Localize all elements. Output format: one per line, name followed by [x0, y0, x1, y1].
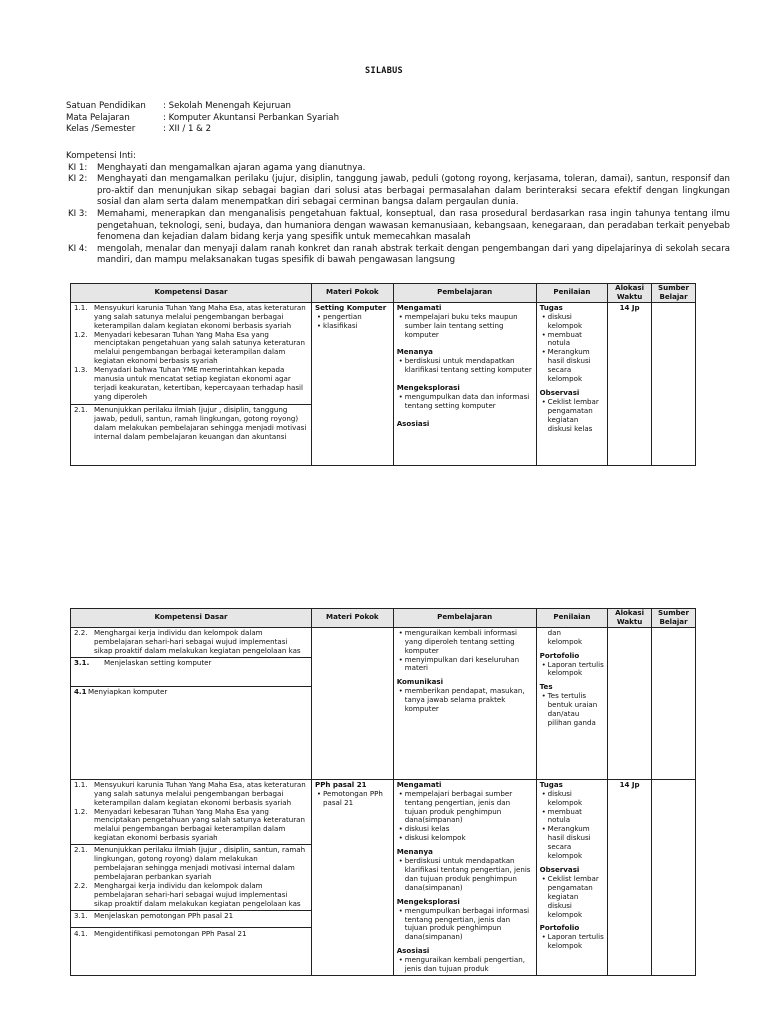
- section-heading: Mengeksplorasi: [396, 383, 460, 393]
- list-item-text: diskusi kelompok: [547, 311, 583, 330]
- list-item-text: klasifikasi: [323, 320, 358, 330]
- activity-list: [397, 687, 533, 714]
- ki-item: [66, 244, 730, 267]
- identity-value: : Sekolah Menengah Kejuruan: [163, 101, 291, 111]
- assessment-list: [540, 875, 604, 920]
- section-heading: Tes: [539, 682, 553, 692]
- list-item-text: memberikan pendapat, masukan, tanya jawab selama praktek komputer: [404, 686, 525, 714]
- list-item: • diskusi kelompok: [540, 790, 604, 808]
- list-item: • Tes tertulis bentuk uraian dan/atau pilihan ganda: [540, 692, 604, 728]
- kd-item: [74, 366, 308, 402]
- document-title: SILABUS: [365, 66, 403, 76]
- activity-list: [397, 357, 533, 375]
- kd-group: [71, 911, 311, 928]
- list-item: • membuat notula: [540, 808, 604, 826]
- ki-text: Menghayati dan mengamalkan ajaran agama yang dianutnya.: [97, 162, 366, 173]
- list-item: • menyimpulkan dari keseluruhan materi: [397, 656, 533, 674]
- header-alokasi-waktu: Alokasi Waktu: [608, 609, 652, 628]
- list-item: • menguraikan kembali informasi yang diperoleh tentang setting komputer: [397, 629, 533, 656]
- section-heading: Portofolio: [539, 923, 580, 933]
- syllabus-table-2: [70, 608, 696, 976]
- kd-item: [74, 930, 308, 939]
- cell-alokasi-waktu: 14 Jp: [608, 302, 652, 465]
- kd-group: [71, 845, 311, 910]
- cell-kompetensi-dasar: [71, 779, 312, 975]
- kd-number: 1.1.: [74, 779, 88, 789]
- header-materi-pokok: Materi Pokok: [312, 284, 394, 303]
- cell-materi-pokok: [312, 779, 394, 975]
- ki-heading: Kompetensi Inti:: [66, 151, 136, 161]
- cell-sumber-belajar: [652, 302, 696, 465]
- section-heading: Mengamati: [396, 302, 442, 312]
- cell-materi-pokok: [312, 302, 394, 465]
- header-pembelajaran: Pembelajaran: [393, 284, 536, 303]
- kd-item: [74, 688, 308, 697]
- header-penilaian: Penilaian: [536, 284, 607, 303]
- header-kompetensi-dasar: Kompetensi Dasar: [71, 284, 312, 303]
- list-item-text: mempelajari buku teks maupun sumber lain tentang setting komputer: [404, 311, 518, 339]
- kd-group: [71, 928, 311, 941]
- ki-number: KI 1:: [68, 162, 88, 173]
- cell-penilaian: [536, 779, 607, 975]
- kd-text: Menjelaskan pemotongan PPh pasal 21: [94, 910, 234, 920]
- kd-number: 1.2.: [74, 329, 88, 339]
- cell-pembelajaran: [393, 779, 536, 975]
- kd-number: 4.1: [74, 686, 87, 696]
- materi-title: Setting Komputer: [315, 302, 387, 312]
- ki-item: [66, 163, 730, 175]
- ki-text: mengolah, menalar dan menyaji dalam ranah konkret dan ranah abstrak terkait dengan pengembangan dari yang dipelajarinya di sekolah secara mandiri, dan mampu melaksanakan tugas spesifik di bawah pengawasan langsung: [97, 243, 730, 266]
- list-item: • berdiskusi untuk mendapatkan klarifikasi tentang setting komputer: [398, 356, 532, 375]
- list-item: • Merangkum hasil diskusi secara kelompok: [540, 825, 604, 861]
- table-row: [71, 779, 696, 975]
- list-item: • memberikan pendapat, masukan, tanya jawab selama praktek komputer: [397, 687, 533, 714]
- list-item-text: Laporan tertulis kelompok: [547, 659, 604, 678]
- cell-kompetensi-dasar: [71, 302, 312, 465]
- kd-number: 2.2.: [74, 880, 88, 890]
- kd-text: Menghargai kerja individu dan kelompok dalam pembelajaran sehari-hari sebagai wujud implementasi sikap proaktif dalam melakukan kegiatan pengelolaan kas: [94, 627, 301, 655]
- identity-label: Kelas /Semester: [66, 124, 136, 135]
- cell-sumber-belajar: [652, 627, 696, 779]
- identity-row: [66, 113, 339, 125]
- kd-item: [74, 406, 308, 442]
- header-sumber-belajar: Sumber Belajar: [652, 284, 696, 303]
- list-item-text: Pemotongan PPh pasal 21: [323, 788, 383, 807]
- list-item: • membuat notula: [540, 331, 604, 349]
- list-item-text: Laporan tertulis kelompok: [547, 932, 604, 951]
- list-item: • menguraikan kembali pengertian, jenis dan tujuan produk: [397, 956, 533, 974]
- kd-text: Menyadari kebesaran Tuhan Yang Maha Esa yang menciptakan pengetahuan yang salah satunya keteraturan melalui pengembangan berbagai keterampilan dalam kegiatan ekonomi berbasis syariah: [94, 329, 305, 366]
- list-item-text: pengertian: [323, 311, 362, 321]
- section-heading: Tugas: [539, 302, 563, 312]
- table-row: [71, 627, 696, 779]
- kd-item: [74, 808, 308, 844]
- cell-penilaian: [536, 302, 607, 465]
- list-item-text: Ceklist lembar pengamatan kegiatan diskusi kelompok: [547, 873, 599, 919]
- cell-alokasi-waktu: 14 Jp: [608, 779, 652, 975]
- section-heading: Mengeksplorasi: [396, 896, 460, 906]
- list-item-text: membuat notula: [547, 329, 582, 348]
- list-item: • Ceklist lembar pengamatan kegiatan diskusi kelas: [540, 398, 604, 434]
- cell-kompetensi-dasar: [71, 627, 312, 779]
- assessment-list: [540, 692, 604, 728]
- activity-list: [397, 629, 533, 674]
- list-item-text: membuat notula: [547, 806, 582, 825]
- kd-number: 2.2.: [74, 627, 88, 637]
- list-item: • mempelajari berbagai sumber tentang pengertian, jenis dan tujuan produk penghimpun dana(simpanan): [397, 790, 533, 826]
- list-item-text: diskusi kelompok: [547, 788, 583, 807]
- identity-label: Mata Pelajaran: [66, 112, 130, 123]
- list-item-text: mengumpulkan data dan informasi tentang setting komputer: [404, 392, 530, 410]
- activity-list: [397, 907, 533, 943]
- section-heading: Menanya: [396, 347, 433, 357]
- activity-list: [397, 956, 533, 974]
- kd-group: [71, 780, 311, 845]
- kd-text: Mengidentifikasi pemotongan PPh Pasal 21: [94, 928, 247, 938]
- header-sumber-belajar: Sumber Belajar: [652, 609, 696, 628]
- kd-number: 1.1.: [74, 302, 88, 312]
- section-heading: Observasi: [539, 387, 580, 397]
- section-heading: Komunikasi: [396, 677, 444, 687]
- list-item-text: menguraikan kembali pengertian, jenis dan tujuan produk: [404, 955, 525, 974]
- cell-penilaian: [536, 627, 607, 779]
- cell-materi-pokok: [312, 627, 394, 779]
- list-item: • diskusi kelompok: [397, 834, 533, 843]
- kd-group: [74, 304, 308, 402]
- kd-number: 3.1.: [74, 910, 88, 920]
- kd-number: 1.2.: [74, 806, 88, 816]
- kd-number: 4.1.: [74, 928, 88, 938]
- identity-value: : XII / 1 & 2: [163, 124, 212, 135]
- list-item: • Laporan tertulis kelompok: [541, 659, 604, 678]
- ki-text: Memahami, menerapkan dan menganalisis pengetahuan faktual, konseptual, dan rasa prosedural berdasarkan rasa ingin tahunya tentang ilmu pengetahuan, teknologi, seni, budaya, dan humaniora dengan wawasan kemanusiaan, kebangsaan, kenegaraan, dan peradaban terkait penyebab fenomena dan kejadian dalam bidang kerja yang spesifik untuk memecahkan masalah: [97, 208, 730, 243]
- list-item-text: diskusi kelompok: [404, 833, 466, 843]
- activity-list: [397, 857, 533, 893]
- cell-pembelajaran: [393, 302, 536, 465]
- ki-item: [66, 209, 730, 244]
- list-item-text: menyimpulkan dari keseluruhan materi: [404, 654, 520, 673]
- section-heading: Asosiasi: [396, 946, 430, 956]
- header-kompetensi-dasar: Kompetensi Dasar: [71, 609, 312, 628]
- list-item-text: berdiskusi untuk mendapatkan klarifikasi tentang setting komputer: [404, 356, 532, 375]
- assessment-list: [540, 933, 604, 951]
- kd-number: 1.3.: [74, 365, 88, 375]
- identity-row: [66, 101, 339, 113]
- list-item: • mengumpulkan berbagai informasi tentang pengertian, jenis dan tujuan produk penghimpun dana(simpanan): [397, 907, 533, 943]
- table-row: [71, 302, 696, 465]
- list-item-text: Ceklist lembar pengamatan kegiatan diskusi kelas: [547, 396, 599, 433]
- section-heading: Asosiasi: [396, 418, 430, 428]
- ki-text: Menghayati dan mengamalkan perilaku (jujur, disiplin, tanggung jawab, peduli (gotong royong, kerjasama, toleran, damai), santun, responsif dan pro-aktif dan menunjukan sikap sebagai bagian dari solusi atas berbagai permasalahan dalam berinteraksi secara efektif dengan lingkungan sosial dan alam serta dalam menempatkan diri sebagai cerminan bangsa dalam pergaulan dunia.: [97, 174, 730, 208]
- kd-text: Menghargai kerja individu dan kelompok dalam pembelajaran sehari-hari sebagai wujud implementasi sikap proaktif dalam melakukan kegiatan pengelolaan kas: [94, 880, 301, 908]
- ki-item: [66, 174, 730, 209]
- list-item-text: Tes tertulis bentuk uraian dan/atau pilihan ganda: [547, 691, 598, 727]
- kd-item: [74, 846, 308, 882]
- kd-text: Menjelaskan setting komputer: [104, 657, 212, 667]
- list-item: • Ceklist lembar pengamatan kegiatan diskusi kelompok: [540, 875, 604, 920]
- kd-group: [71, 628, 311, 657]
- list-item: • Merangkum hasil diskusi secara kelompok: [540, 348, 604, 384]
- identity-value: : Komputer Akuntansi Perbankan Syariah: [163, 112, 340, 123]
- list-item: • pengertian: [315, 313, 390, 322]
- kd-text: Menunjukkan perilaku ilmiah (jujur , disiplin, santun, ramah lingkungan, gotong royong) dalam melakukan pembelajaran sehingga menjadi motivasi internal dalam pembelajaran perbankan syariah: [94, 845, 306, 881]
- activity-list: [397, 393, 533, 411]
- kd-item: [74, 304, 308, 331]
- assessment-list: [540, 398, 604, 434]
- materi-title: PPh pasal 21: [315, 779, 367, 789]
- list-item: • Laporan tertulis kelompok: [541, 932, 604, 951]
- kd-number: 2.1.: [74, 845, 88, 855]
- cell-sumber-belajar: [652, 779, 696, 975]
- list-item-text: berdiskusi untuk mendapatkan klarifikasi tentang pengertian, jenis dan tujuan produk penghimpun dana(simpanan): [404, 856, 531, 892]
- identity-row: [66, 124, 339, 136]
- materi-list: [315, 790, 390, 808]
- section-heading: Mengamati: [396, 779, 442, 789]
- assessment-list: [540, 661, 604, 679]
- list-item-text: mempelajari berbagai sumber tentang pengertian, jenis dan tujuan produk penghimpun dana(simpanan): [404, 788, 513, 825]
- header-materi-pokok: Materi Pokok: [312, 609, 394, 628]
- activity-list: [397, 313, 533, 340]
- kd-item: [74, 882, 308, 909]
- list-item: • mengumpulkan data dan informasi tentang setting komputer: [397, 393, 533, 411]
- list-item-text: menguraikan kembali informasi yang diperoleh tentang setting komputer: [404, 627, 517, 655]
- assessment-list: [540, 313, 604, 384]
- kd-item: [74, 912, 308, 921]
- kd-text: Mensyukuri karunia Tuhan Yang Maha Esa, atas keteraturan yang salah satunya melalui pengembangan berbagai keterampilan dalam kegiatan ekonomi berbasis syariah: [94, 302, 306, 330]
- ki-number: KI 4:: [68, 243, 88, 254]
- kd-item: [74, 659, 308, 668]
- section-heading: Menanya: [396, 847, 433, 857]
- section-heading: Tugas: [539, 779, 563, 789]
- list-item-text: Merangkum hasil diskusi secara kelompok: [547, 824, 591, 861]
- kd-group: [71, 687, 311, 698]
- header-pembelajaran: Pembelajaran: [393, 609, 536, 628]
- ki-number: KI 2:: [68, 174, 88, 185]
- continued-text: dan kelompok: [547, 627, 583, 646]
- syllabus-table-1: [70, 283, 696, 466]
- list-item: • klasifikasi: [315, 322, 390, 331]
- list-item: • mempelajari buku teks maupun sumber lain tentang setting komputer: [397, 313, 533, 340]
- section-heading: Portofolio: [539, 650, 580, 660]
- identity-block: [66, 101, 339, 136]
- kd-text: Menyiapkan komputer: [88, 686, 168, 696]
- section-heading: Observasi: [539, 864, 580, 874]
- materi-list: [315, 313, 390, 331]
- kd-item: [74, 781, 308, 808]
- kd-text: Menunjukkan perilaku ilmiah (jujur , disiplin, tanggung jawab, peduli, santun, ramah lingkungan, gotong royong) dalam melakukan pembelajaran sehingga menjadi motivasi internal dalam pembelajaran keuangan dan akuntansi: [94, 404, 307, 441]
- kd-group: [71, 404, 311, 442]
- kd-text: Menyadari bahwa Tuhan YME memerintahkan kepada manusia untuk mencatat setiap kegiatan ekonomi agar terjadi keakuratan, ketertiban, kepercayaan terhadap hasil yang diperoleh: [94, 365, 303, 401]
- cell-pembelajaran: [393, 627, 536, 779]
- kd-number: 2.1.: [74, 404, 88, 414]
- kd-group: [71, 657, 311, 687]
- identity-label: Satuan Pendidikan: [66, 101, 146, 111]
- kd-text: Mensyukuri karunia Tuhan Yang Maha Esa, atas keteraturan yang salah satunya melalui pengembangan berbagai keterampilan dalam kegiatan ekonomi berbasis syariah: [94, 779, 306, 807]
- kd-text: Menyadari kebesaran Tuhan Yang Maha Esa yang menciptakan pengetahuan yang salah satunya keteraturan melalui pengembangan berbagai keterampilan dalam kegiatan ekonomi berbasis syariah: [94, 806, 305, 843]
- list-item: • diskusi kelompok: [540, 313, 604, 331]
- list-item-text: mengumpulkan berbagai informasi tentang pengertian, jenis dan tujuan produk penghimpun dana(simpanan): [404, 905, 530, 942]
- kd-item: [74, 629, 308, 656]
- kompetensi-inti-block: [66, 151, 730, 267]
- ki-number: KI 3:: [68, 208, 88, 219]
- table-header-row: [71, 284, 696, 303]
- header-alokasi-waktu: Alokasi Waktu: [608, 284, 652, 303]
- header-penilaian: Penilaian: [536, 609, 607, 628]
- table-header-row: [71, 609, 696, 628]
- list-item-text: Merangkum hasil diskusi secara kelompok: [547, 347, 591, 384]
- list-item: • berdiskusi untuk mendapatkan klarifikasi tentang pengertian, jenis dan tujuan produk penghimpun dana(simpanan): [397, 857, 533, 893]
- assessment-list: [540, 790, 604, 861]
- activity-list: [397, 790, 533, 843]
- kd-item: [74, 331, 308, 367]
- list-item-text: diskusi kelas: [404, 824, 450, 834]
- cell-alokasi-waktu: [608, 627, 652, 779]
- kd-number: 3.1.: [74, 657, 90, 667]
- list-item: • Pemotongan PPh pasal 21: [315, 790, 390, 808]
- list-item: • diskusi kelas: [397, 825, 533, 834]
